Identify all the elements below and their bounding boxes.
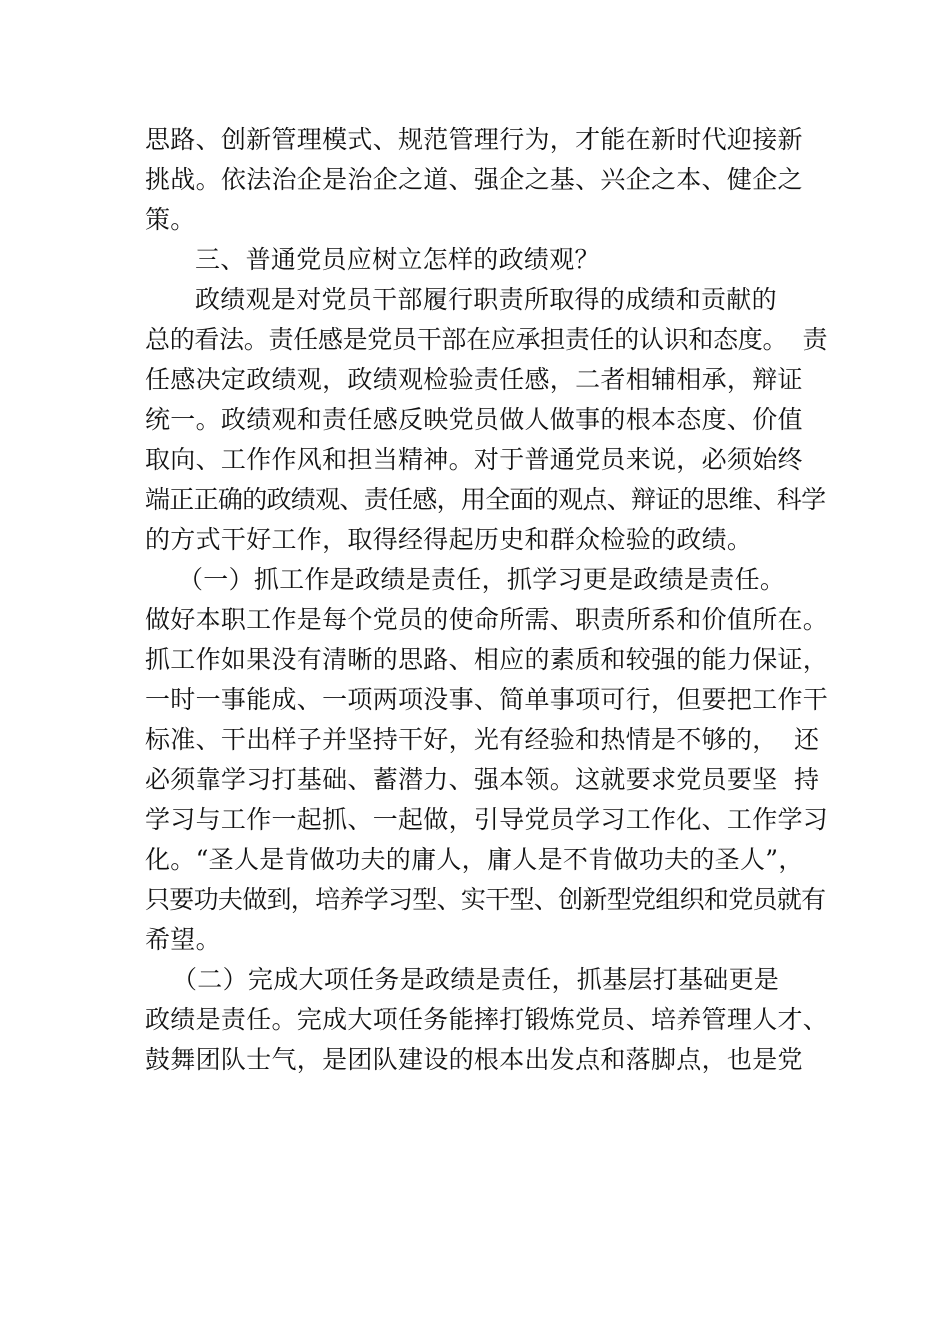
text-line: 必须靠学习打基础、蓄潜力、强本领。这就要求党员要坚 持 — [145, 765, 820, 794]
text-line: 策。 — [145, 205, 196, 234]
text-line: 取向、工作作风和担当精神。对于普通党员来说，必须始终 — [145, 445, 803, 474]
text-line: 政绩是责任。完成大项任务能摔打锻炼党员、培养管理人才、 — [145, 1005, 829, 1034]
section-heading: 三、普通党员应树立怎样的政绩观？ — [195, 245, 600, 274]
text-line: 学习与工作一起抓、一起做，引导党员学习工作化、工作学习 — [145, 805, 829, 834]
text-line: 做好本职工作是每个党员的使命所需、职责所系和价值所在。 — [145, 605, 829, 634]
text-line: 总的看法。责任感是党员干部在应承担责任的认识和态度。 责 — [145, 325, 828, 354]
text-line: 统一。政绩观和责任感反映党员做人做事的根本态度、价值 — [145, 405, 803, 434]
text-line: 任感决定政绩观，政绩观检验责任感，二者相辅相承，辩证 — [145, 365, 803, 394]
text-line: 政绩观是对党员干部履行职责所取得的成绩和贡献的 — [195, 285, 777, 314]
text-line: 抓工作如果没有清晰的思路、相应的素质和较强的能力保证， — [145, 645, 829, 674]
text-line: 端正正确的政绩观、责任感，用全面的观点、辩证的思维、科学 — [145, 485, 826, 514]
text-line: 只要功夫做到，培养学习型、实干型、创新型党组织和党员就有 — [145, 885, 826, 914]
subsection-heading: （一）抓工作是政绩是责任，抓学习更是政绩是责任。 — [178, 565, 786, 594]
text-line: 化。“圣人是肯做功夫的庸人，庸人是不肯做功夫的圣人”， — [145, 845, 804, 874]
text-line: 的方式干好工作，取得经得起历史和群众检验的政绩。 — [145, 525, 753, 554]
text-line: 思路、创新管理模式、规范管理行为，才能在新时代迎接新 — [145, 125, 803, 154]
text-line: 一时一事能成、一项两项没事、简单事项可行，但要把工作干 — [145, 685, 829, 714]
text-line: 标准、干出样子并坚持干好，光有经验和热情是不够的， 还 — [145, 725, 820, 754]
subsection-heading: （二）完成大项任务是政绩是责任，抓基层打基础更是 — [172, 965, 780, 994]
text-line: 挑战。依法治企是治企之道、强企之基、兴企之本、健企之 — [145, 165, 803, 194]
text-line: 希望。 — [145, 925, 221, 954]
text-line: 鼓舞团队士气，是团队建设的根本出发点和落脚点，也是党 — [145, 1045, 803, 1074]
